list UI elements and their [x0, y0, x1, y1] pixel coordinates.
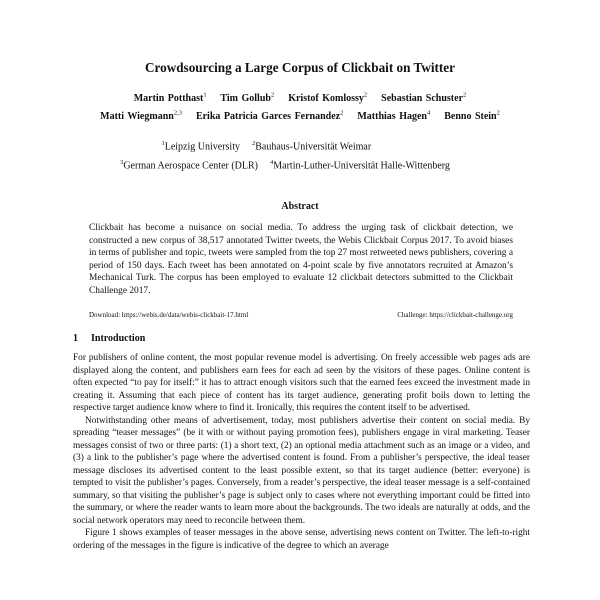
author: Matti Wiegmann$^{2,3}$ [100, 110, 182, 123]
affiliation: $^1$Leipzig University [161, 140, 240, 153]
paper-title: Crowdsourcing a Large Corpus of Clickbait on Twitter [144, 60, 456, 75]
author: Erika Patricia Garces Fernandez$^2$ [195, 110, 344, 123]
section-title: Introduction [91, 333, 146, 344]
author: Martin Potthast$^1$ [133, 92, 207, 105]
author-list-line-2 [0, 110, 600, 122]
affiliation-row-2 [0, 159, 600, 171]
affiliation: $^3$German Aerospace Center (DLR) [120, 159, 258, 172]
paragraph: For publishers of online content, the most popular revenue model is advertising. On freely accessible web pages ads are displayed along the content, and publishers earn fees for each ad seen by the visitors of these pages. Online content is often expected “to pay for itself:” it has to attract enough visitors such that the earned fees exceed the investment made in creating it. Assuming that each piece of content has its target audience, generating profit boils down to letting the respective target audience know where to find it. Ironically, this requires the content itself to be advertised. [73, 353, 530, 413]
paragraph: Notwithstanding other means of advertisement, today, most publishers advertise their content on social media. By spreading “teaser messages” (be it with or without paying promotion fees), publishers engage in viral marketing. Teaser messages consist of two or three parts: (1) a short text, (2) an optional media attachment such as an image or a video, and (3) a link to the publisher’s page where the advertised content is found. From a publisher’s perspective, the ideal teaser message discloses its advertised content to the least possible extent, so that its target audience (better: everyone) is tempted to visit the publisher’s pages. Conversely, from a reader’s perspective, the ideal teaser message is a self-contained summary, so that visiting the publisher’s page is subject only to cases where not everything important could be fitted into the summary, or where the reader wants to learn more about the backgrounds. The two ideals are naturally at odds, and the social network operators may need to reconcile between them. [73, 415, 530, 526]
affiliation: $^2$Bauhaus-Universität Weimar [252, 140, 372, 153]
author: Sebastian Schuster$^2$ [381, 92, 467, 105]
affiliation: $^4$Martin-Luther-Universität Halle-Wittenberg [270, 159, 450, 172]
author: Matthias Hagen$^4$ [357, 110, 431, 123]
paragraph: Figure 1 shows examples of teaser messages in the above sense, advertising news content on Twitter. The left-to-right ordering of the messages in the figure is indicative of the degree to which an average [73, 528, 530, 551]
author: Kristof Komlossy$^2$ [288, 92, 368, 105]
download-link[interactable]: Download: https://webis.de/data/webis-clickbait-17.html [89, 311, 249, 319]
author: Benno Stein$^2$ [444, 110, 500, 123]
section-heading [73, 333, 145, 344]
body-text [73, 352, 530, 552]
abstract-heading: Abstract [281, 201, 319, 212]
resource-links [89, 311, 513, 319]
challenge-link[interactable]: Challenge: https://clickbait-challenge.org [397, 311, 513, 319]
author-list-line-1 [0, 92, 600, 104]
section-number: 1 [73, 333, 78, 344]
abstract-text: Clickbait has become a nuisance on social media. To address the urging task of clickbait detection, we constructed a new corpus of 38,517 annotated Twitter tweets, the Webis Clickbait Corpus 2017. To avoid biases in terms of publisher and topic, tweets were sampled from the top 27 most retweeted news publishers, covering a period of 150 days. Each tweet has been annotated on 4-point scale by five annotators recruited at Amazon’s Mechanical Turk. The corpus has been employed to evaluate 12 clickbait detectors submitted to the Clickbait Challenge 2017. [89, 223, 513, 296]
author: Tim Gollub$^2$ [220, 92, 275, 105]
affiliation-row-1 [0, 140, 600, 152]
